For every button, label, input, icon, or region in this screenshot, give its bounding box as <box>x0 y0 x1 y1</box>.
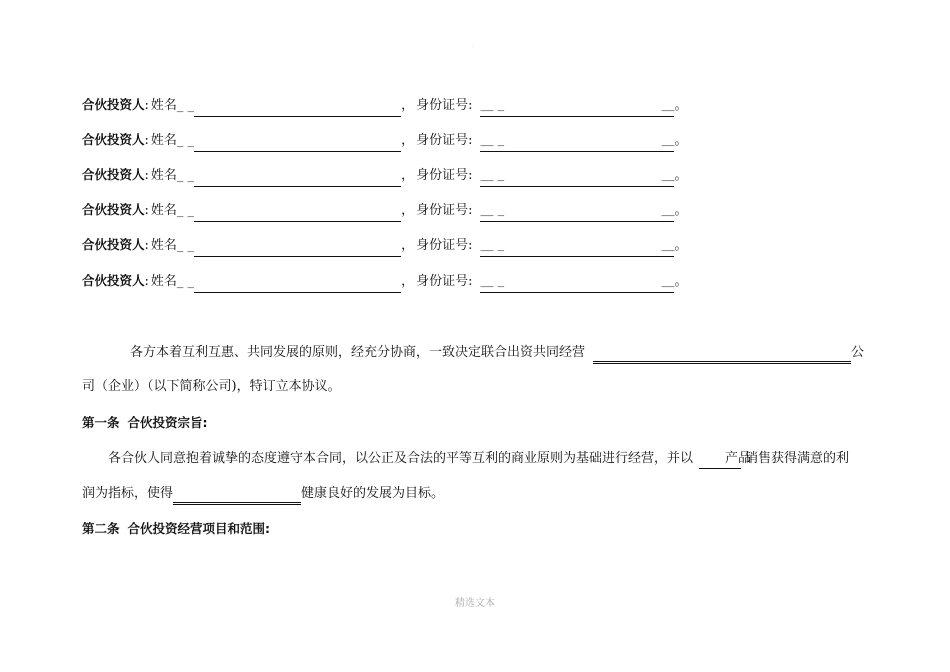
name-prefix: _ _ <box>176 133 195 148</box>
article-2-title: 合伙投资经营项目和范围: <box>127 521 271 536</box>
id-label: 身份证号: <box>416 203 473 218</box>
investor-row <box>82 270 687 292</box>
investor-label: 合伙投资人 <box>82 202 145 217</box>
id-label: 身份证号: <box>416 168 473 183</box>
name-prefix: _ _ <box>176 203 195 218</box>
id-suffix: __ <box>661 237 675 252</box>
name-field[interactable] <box>194 274 401 293</box>
name-field[interactable] <box>194 203 401 222</box>
name-field[interactable] <box>194 238 401 257</box>
id-label: 身份证号: <box>416 133 473 148</box>
investor-colon: : <box>144 203 149 218</box>
investor-label: 合伙投资人 <box>82 273 145 288</box>
article-1-heading <box>82 412 208 434</box>
row-end: 。 <box>674 98 688 113</box>
investor-row <box>82 94 687 116</box>
investor-row <box>82 164 687 186</box>
article-2-heading <box>82 518 270 540</box>
investor-colon: : <box>144 274 149 289</box>
id-field[interactable] <box>480 238 674 257</box>
intro-line-2: 司（企业）（以下简称公司)，特订立本协议。 <box>82 379 341 394</box>
id-suffix: __ <box>661 202 675 217</box>
name-label: 姓名 <box>150 274 177 289</box>
investor-colon: : <box>144 98 149 113</box>
row-end: 。 <box>674 274 688 289</box>
id-suffix: __ <box>661 273 675 288</box>
name-prefix: _ _ <box>176 238 195 253</box>
intro-text: 各方本着互利互惠、共同发展的原则，经充分协商，一致决定联合出资共同经营 <box>130 345 586 360</box>
investor-colon: : <box>144 133 149 148</box>
id-prefix: __ _ <box>480 202 505 217</box>
name-label: 姓名 <box>150 203 177 218</box>
row-end: 。 <box>674 203 688 218</box>
separator: ， <box>401 203 415 218</box>
separator: ， <box>401 133 415 148</box>
investor-row <box>82 234 687 256</box>
article-1-text-end: 销售获得满意的利 <box>745 451 850 466</box>
id-suffix: __ <box>661 167 675 182</box>
id-prefix: __ _ <box>480 132 505 147</box>
name-label: 姓名 <box>150 133 177 148</box>
id-label: 身份证号: <box>416 274 473 289</box>
investor-label: 合伙投资人 <box>82 237 145 252</box>
row-end: 。 <box>674 133 688 148</box>
name-label: 姓名 <box>150 98 177 113</box>
separator: ， <box>401 238 415 253</box>
name-prefix: _ _ <box>176 274 195 289</box>
intro-line-end: 公 <box>851 345 865 360</box>
id-suffix: __ <box>661 132 675 147</box>
row-end: 。 <box>674 168 688 183</box>
investor-label: 合伙投资人 <box>82 97 145 112</box>
article-1-title: 合伙投资宗旨: <box>127 415 208 430</box>
article-1-text-2: 润为指标，使得 <box>82 486 174 501</box>
investor-colon: : <box>144 168 149 183</box>
id-suffix: __ <box>661 97 675 112</box>
separator: ， <box>401 98 415 113</box>
id-field[interactable] <box>480 274 674 293</box>
id-label: 身份证号: <box>416 98 473 113</box>
intro-line-1 <box>82 342 872 364</box>
separator: ， <box>401 168 415 183</box>
name-field[interactable] <box>194 133 401 152</box>
article-1-text: 各合伙人同意抱着诚挚的态度遵守本合同，以公正及合法的平等互利的商业原则为基础进行经营，并以 <box>108 451 694 466</box>
company-blank[interactable] <box>173 485 301 505</box>
footer-watermark: 精选文本 <box>455 598 495 609</box>
id-prefix: __ _ <box>480 237 505 252</box>
article-1-line-2 <box>82 483 872 505</box>
investor-label: 合伙投资人 <box>82 167 145 182</box>
investor-label: 合伙投资人 <box>82 132 145 147</box>
header-mark: · <box>472 44 474 51</box>
name-field[interactable] <box>194 168 401 187</box>
name-label: 姓名 <box>150 238 177 253</box>
id-field[interactable] <box>480 133 674 152</box>
name-field[interactable] <box>194 98 401 117</box>
company-name-blank[interactable] <box>593 344 851 364</box>
investor-row <box>82 199 687 221</box>
id-field[interactable] <box>480 203 674 222</box>
article-1-number: 第一条 <box>82 415 120 430</box>
investor-colon: : <box>144 238 149 253</box>
name-prefix: _ _ <box>176 168 195 183</box>
separator: ， <box>401 274 415 289</box>
id-prefix: __ _ <box>480 167 505 182</box>
article-1-text-3: 健康良好的发展为目标。 <box>301 486 445 501</box>
row-end: 。 <box>674 238 688 253</box>
name-label: 姓名 <box>150 168 177 183</box>
id-field[interactable] <box>480 98 674 117</box>
name-prefix: _ _ <box>176 98 195 113</box>
article-2-number: 第二条 <box>82 521 120 536</box>
product-field[interactable]: 产品 <box>699 450 741 469</box>
investor-row <box>82 129 687 151</box>
article-1-line-1 <box>82 448 872 470</box>
id-prefix: __ _ <box>480 273 505 288</box>
id-prefix: __ _ <box>480 97 505 112</box>
id-label: 身份证号: <box>416 238 473 253</box>
id-field[interactable] <box>480 168 674 187</box>
